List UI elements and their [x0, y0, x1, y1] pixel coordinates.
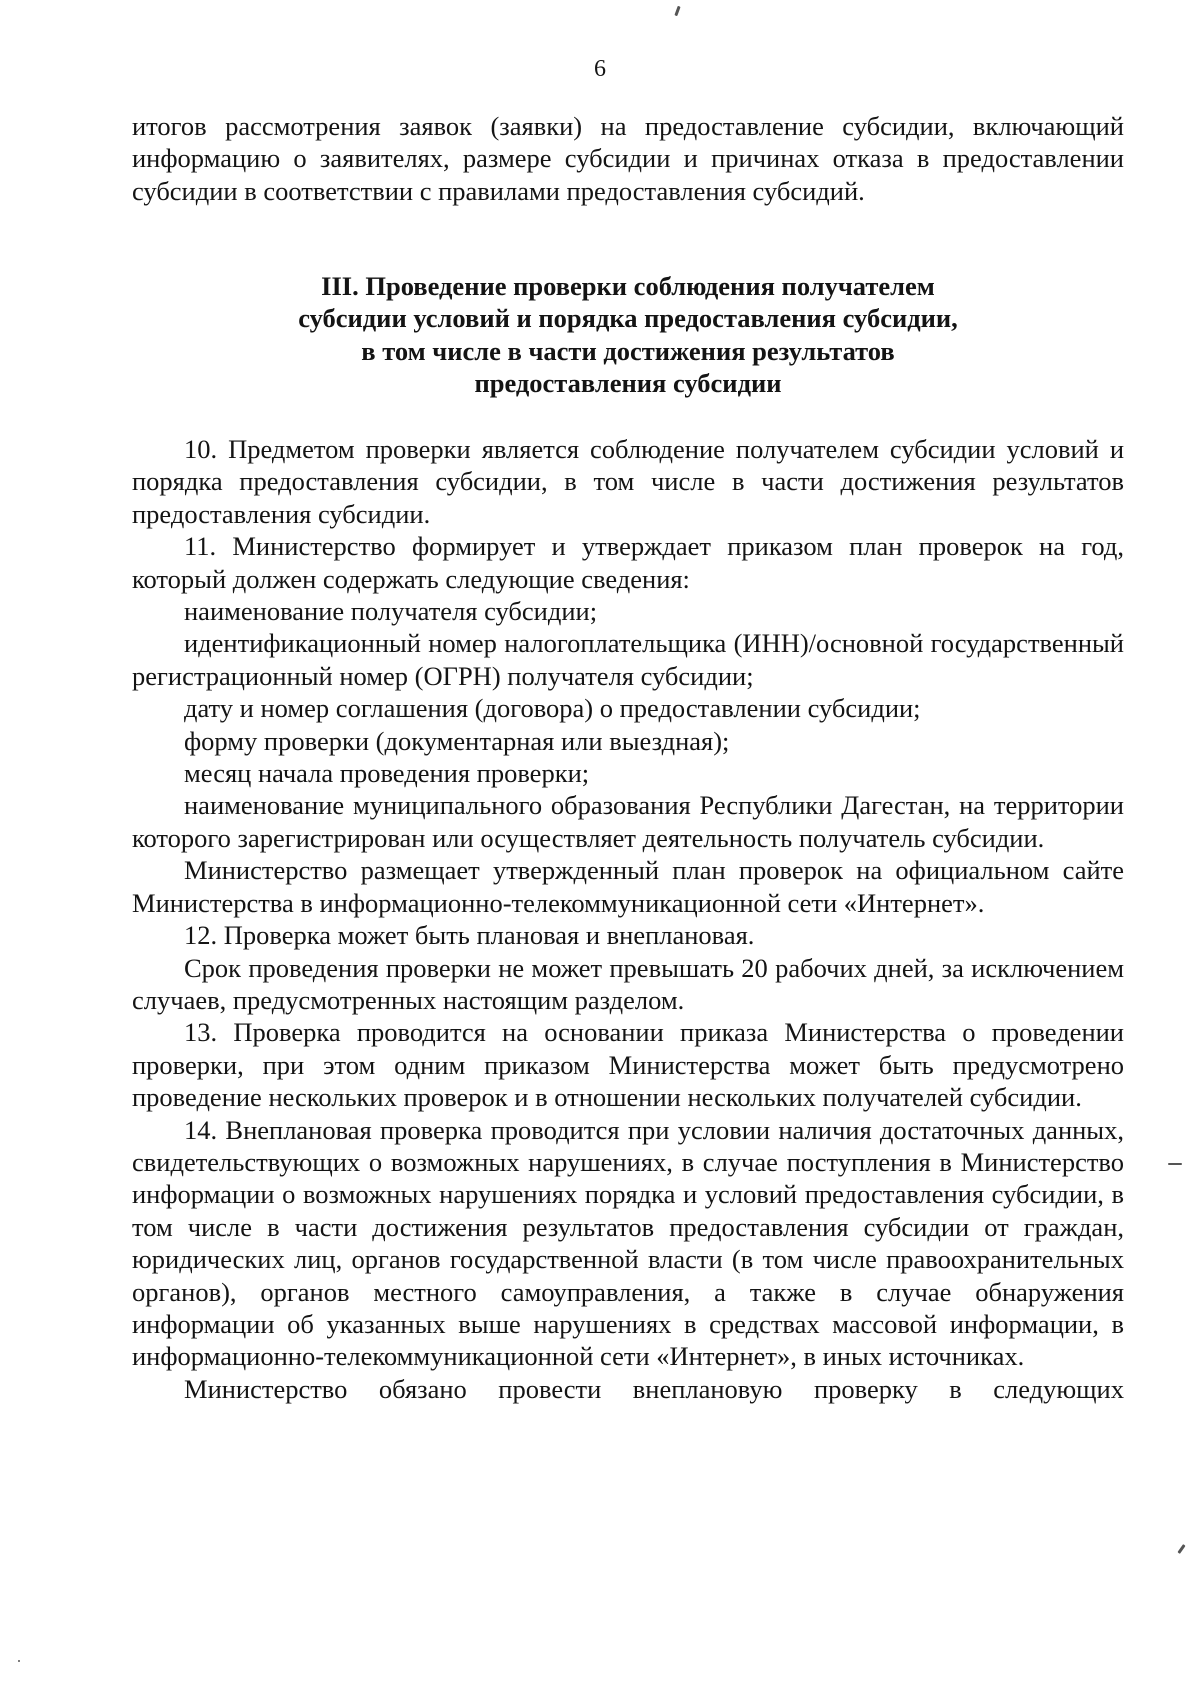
- paragraph-12: 12. Проверка может быть плановая и внеплановая.: [184, 920, 755, 951]
- section-heading-line: предоставления субсидии: [474, 368, 782, 399]
- intro-paragraph: итогов рассмотрения заявок (заявки) на предоставление субсидии, включающий информацию о заявителях, размере субсидии и причинах отказа в предоставлении субсидии в соответствии с правилами предоставления субсидий.: [132, 111, 1124, 206]
- paragraph-11: 11. Министерство формирует и утверждает приказом план проверок на год, который должен содержать следующие сведения:: [132, 531, 1124, 594]
- paragraph-13: 13. Проверка проводится на основании приказа Министерства о проведении проверки, при этом одним приказом Министерства может быть предусмотрено проведение нескольких проверок и в отношении нескольких получателей субсидии.: [132, 1017, 1124, 1113]
- list-item-inn-ogrn: идентификационный номер налогоплательщика (ИНН)/основной государственный регистрационный номер (ОГРН) получателя субсидии;: [132, 628, 1124, 691]
- section-heading-line: III. Проведение проверки соблюдения получателем: [321, 271, 935, 301]
- paragraph-plan-publication: Министерство размещает утвержденный план проверок на официальном сайте Министерства в информационно-телекоммуникационной сети «Интернет».: [132, 855, 1124, 918]
- intro-paragraph-block: [132, 110, 1124, 207]
- page-number: 6: [594, 56, 606, 82]
- scan-mark: [1168, 1163, 1182, 1165]
- scan-mark: [674, 6, 680, 16]
- paragraph-check-duration: Срок проведения проверки не может превышать 20 рабочих дней, за исключением случаев, предусмотренных настоящим разделом.: [132, 952, 1124, 1015]
- paragraph-10: 10. Предметом проверки является соблюдение получателем субсидии условий и порядка предоставления субсидии, в том числе в части достижения результатов предоставления субсидии.: [132, 434, 1124, 529]
- scan-mark: [18, 1660, 20, 1662]
- list-item-check-form: форму проверки (документарная или выездная);: [184, 725, 730, 756]
- section-body: [132, 433, 1124, 1405]
- section-heading-line: в том числе в части достижения результатов: [361, 335, 895, 366]
- scan-mark: [1177, 1544, 1185, 1554]
- section-heading-line: субсидии условий и порядка предоставления субсидии,: [298, 303, 958, 334]
- list-item-recipient-name: наименование получателя субсидии;: [184, 596, 598, 627]
- list-item-start-month: месяц начала проведения проверки;: [184, 758, 590, 789]
- paragraph-14: 14. Внеплановая проверка проводится при условии наличия достаточных данных, свидетельствующих о возможных нарушениях, в случае поступления в Министерство информации о возможных нарушениях порядка и условий предоставления субсидии, в том числе в части достижения результатов предоставления субсидии от граждан, юридических лиц, органов государственной власти (в том числе правоохранительных органов), органов местного самоуправления, а также в случае обнаружения информации об указанных выше нарушениях в средствах массовой информации, в информационно-телекоммуникационной сети «Интернет», в иных источниках.: [132, 1114, 1124, 1372]
- list-item-agreement: дату и номер соглашения (договора) о предоставлении субсидии;: [184, 693, 921, 724]
- paragraph-unscheduled-check: Министерство обязано провести внеплановую проверку в следующих: [184, 1373, 1124, 1404]
- list-item-municipality: наименование муниципального образования Республики Дагестан, на территории которого зарегистрирован или осуществляет деятельность получатель субсидии.: [132, 790, 1124, 853]
- section-heading: [132, 270, 1124, 400]
